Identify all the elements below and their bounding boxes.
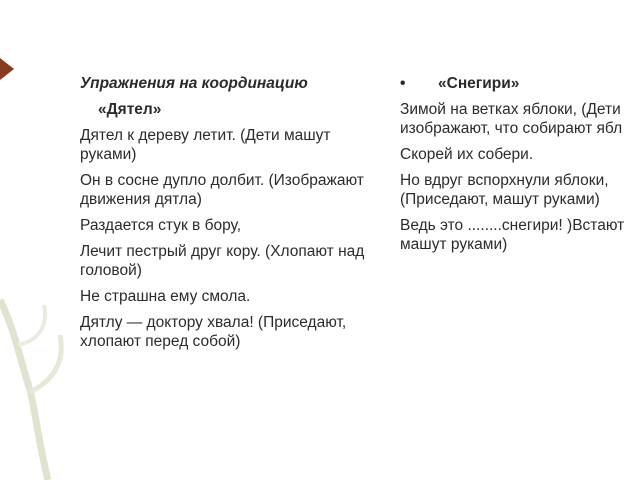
right-line (400, 171, 640, 209)
right-line-text: изображают, что собирают ябл (400, 120, 623, 137)
right-line-text: Но вдруг вспорхнули яблоки, (400, 172, 609, 189)
right-line-text: (Приседают, машут руками) (400, 191, 600, 208)
right-line (400, 100, 640, 138)
right-title: «Снегири» (438, 75, 520, 92)
left-line: Лечит пестрый друг кору. (Хлопают над головой) (80, 243, 365, 279)
right-line (400, 145, 640, 164)
left-line: Раздается стук в бору, (80, 217, 242, 234)
bullet-icon: • (400, 75, 406, 92)
right-line-text: Ведь это ........снегири! )Встают (400, 217, 625, 234)
right-column (400, 74, 640, 261)
corner-arrow-icon (0, 58, 14, 80)
right-line-text: машут руками) (400, 236, 508, 253)
left-line: Дятлу — доктору хвала! (Приседают, хлопают перед собой) (80, 314, 347, 350)
left-line: Не страшна ему смола. (80, 288, 251, 305)
right-line-text: Скорей их собери. (400, 146, 534, 163)
left-column (80, 74, 380, 358)
right-title-row (400, 74, 640, 93)
left-line: Он в сосне дупло долбит. (Изображают движения дятла) (80, 172, 364, 208)
vine-decoration-branch (18, 305, 45, 345)
left-heading: Упражнения на координацию (80, 75, 308, 92)
left-line: Дятел к дереву летит. (Дети машут руками) (80, 127, 331, 163)
left-title: «Дятел» (98, 101, 162, 118)
right-line (400, 216, 640, 254)
vine-decoration-branch (30, 335, 61, 392)
right-line-text: Зимой на ветках яблоки, (Дети (400, 101, 621, 118)
